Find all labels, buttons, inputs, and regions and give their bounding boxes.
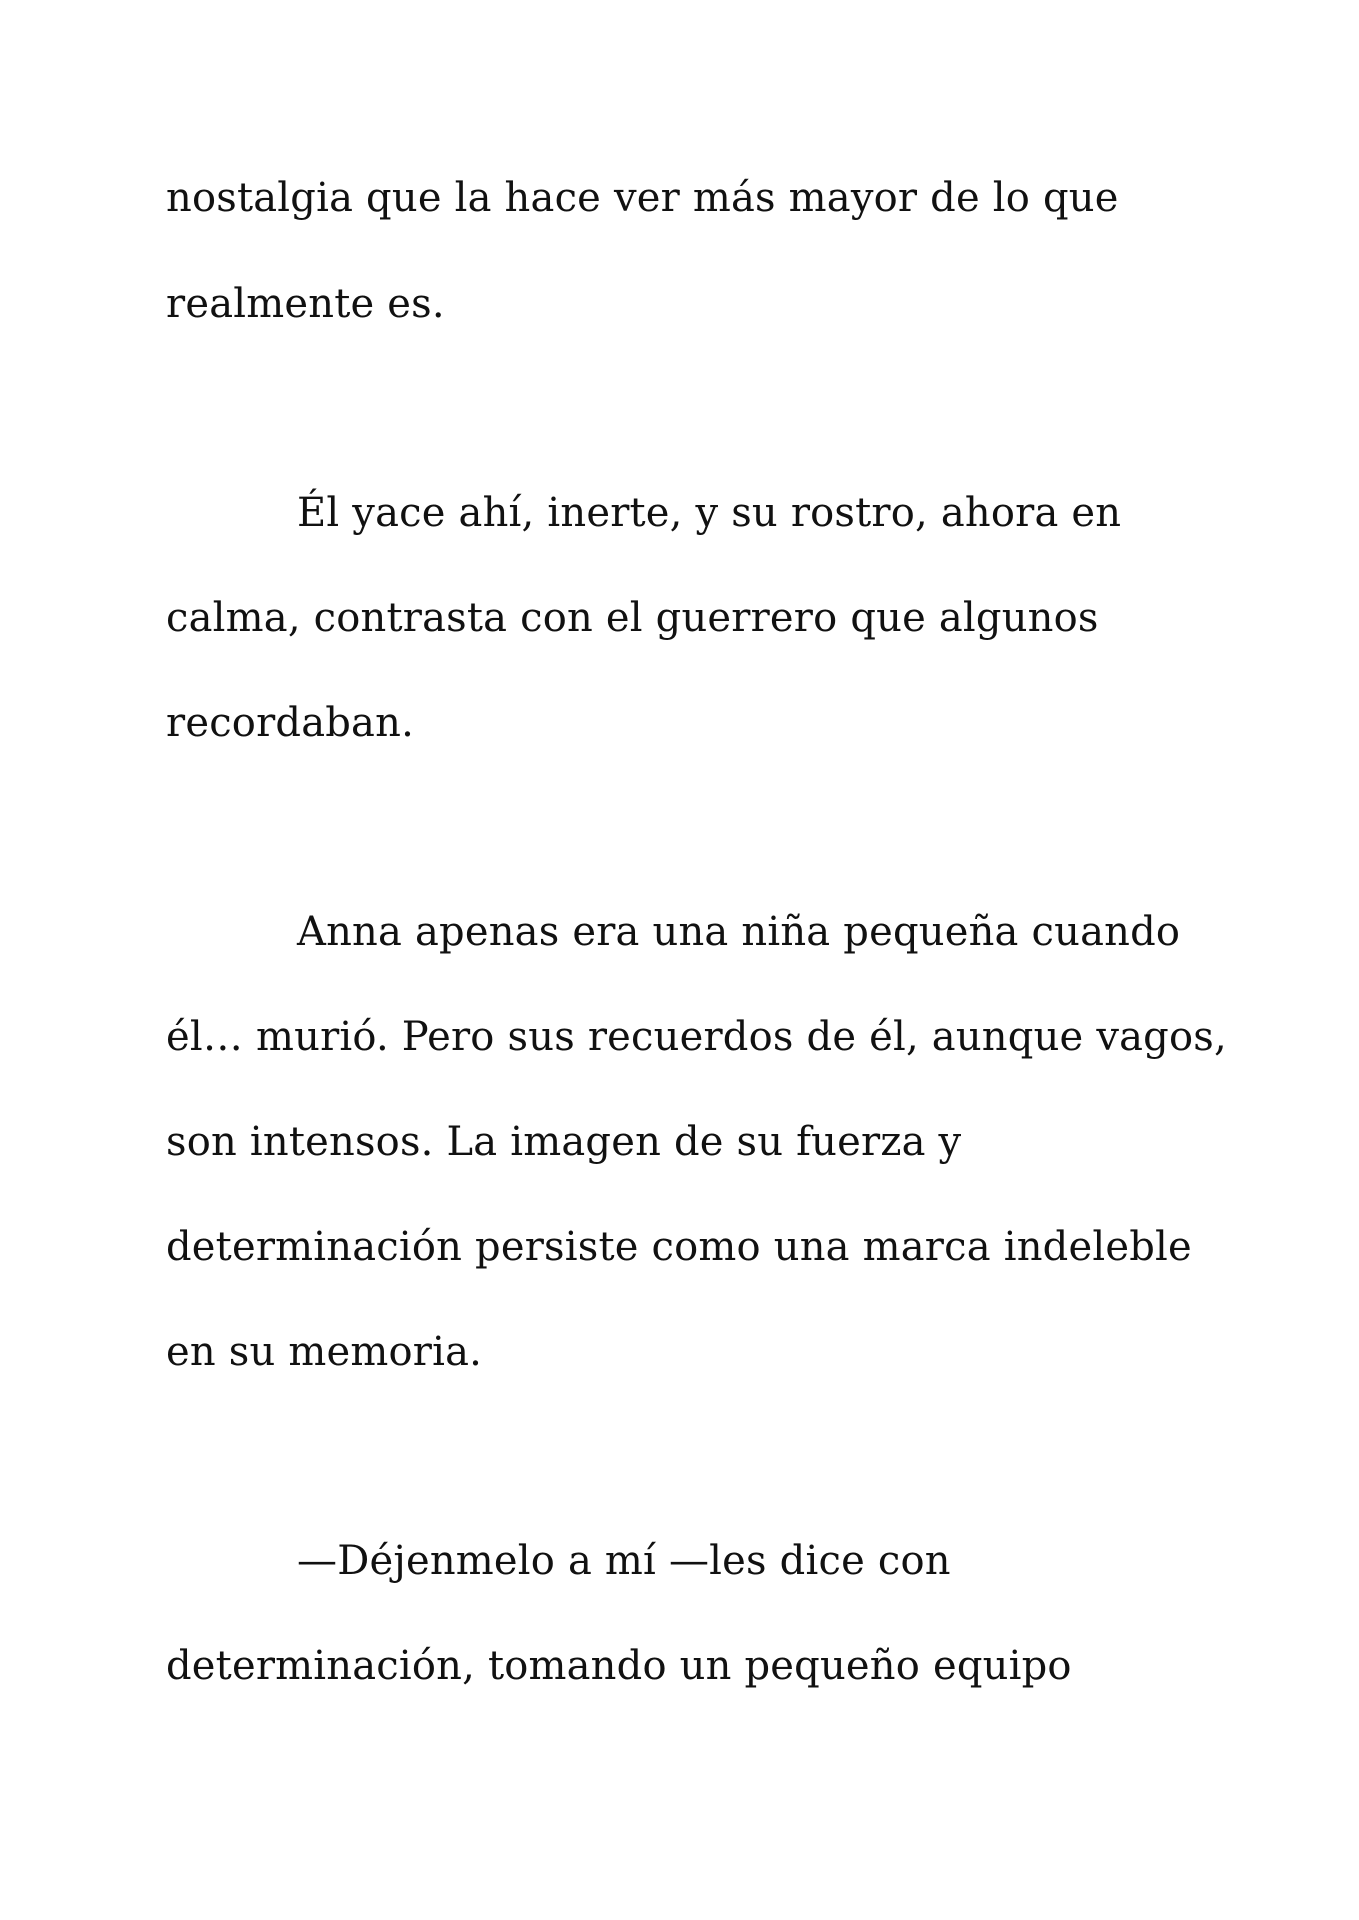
text-line: en su memoria. [166, 1329, 483, 1375]
text-line: determinación persiste como una marca indeleble [166, 1224, 1192, 1270]
text-line: recordaban. [166, 700, 414, 746]
text-line: determinación, tomando un pequeño equipo [166, 1643, 1072, 1689]
text-line: son intensos. La imagen de su fuerza y [166, 1119, 962, 1165]
text-line: realmente es. [166, 281, 445, 327]
paragraph-first-line: Anna apenas era una niña pequeña cuando [297, 909, 1181, 955]
text-line: nostalgia que la hace ver más mayor de lo que [166, 175, 1119, 221]
text-line: calma, contrasta con el guerrero que algunos [166, 595, 1099, 641]
text-line: él… murió. Pero sus recuerdos de él, aunque vagos, [166, 1014, 1227, 1060]
paragraph-first-line: Él yace ahí, inerte, y su rostro, ahora en [297, 490, 1122, 536]
paragraph-first-line: —Déjenmelo a mí —les dice con [297, 1538, 951, 1584]
